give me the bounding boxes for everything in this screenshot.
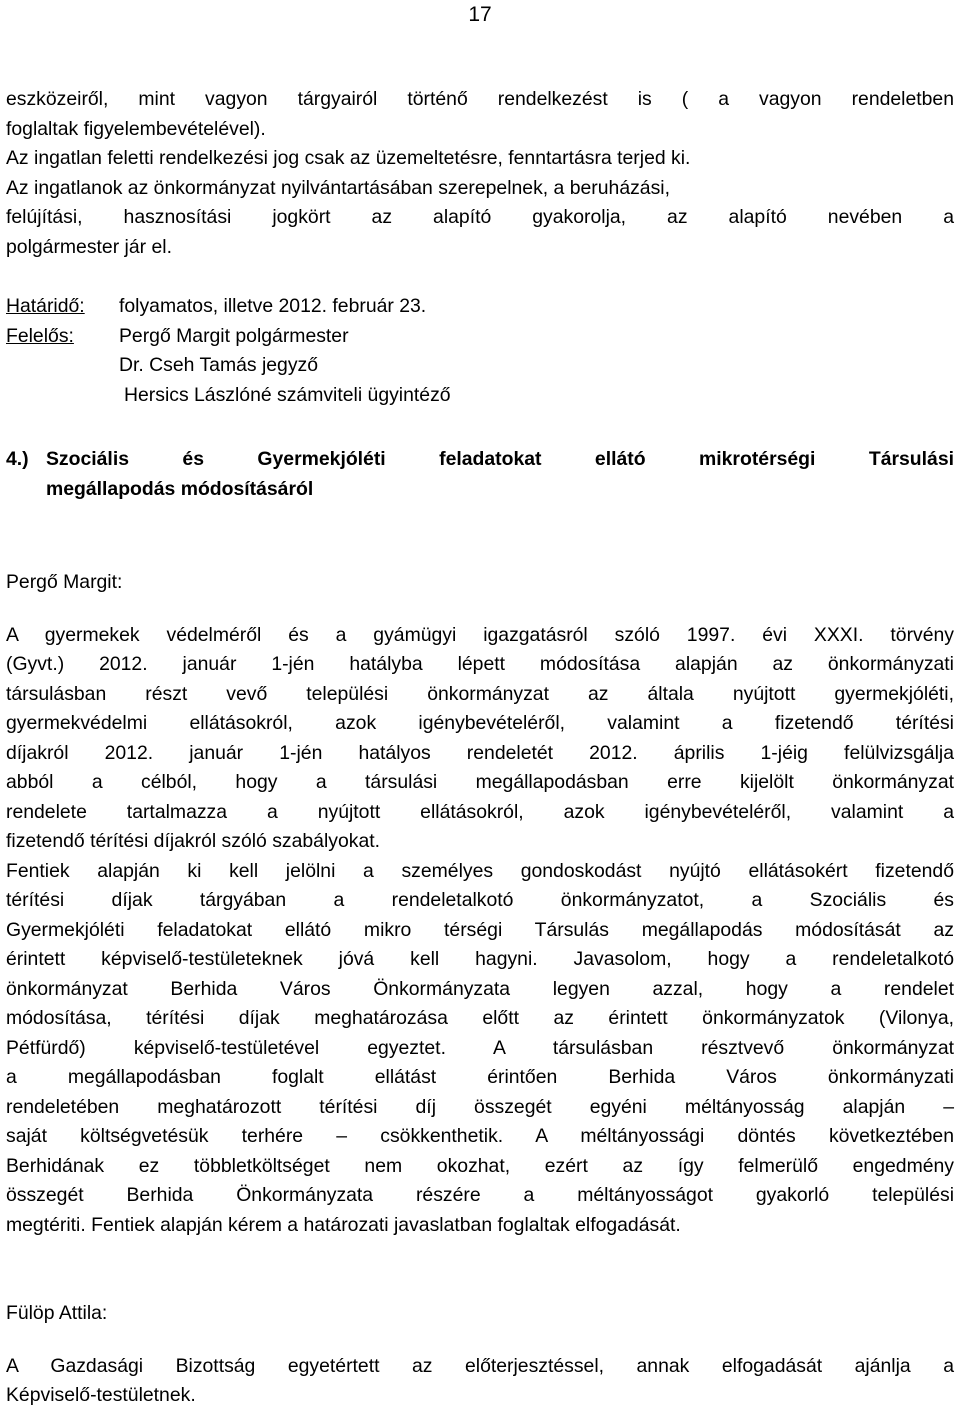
page-number: 17 xyxy=(468,3,492,26)
responsible-person: Pergő Margit polgármester xyxy=(119,324,349,347)
intro-paragraph xyxy=(6,85,954,262)
intro-line: felújítási, hasznosítási jogkört az alapító gyakorolja, az alapító nevében a xyxy=(6,206,954,228)
speaker-statement xyxy=(6,621,954,1241)
document-body xyxy=(6,85,954,1411)
statement-line: Fentiek alapján ki kell jelölni a személyes gondoskodást nyújtó ellátásokért fizetendő xyxy=(6,859,954,882)
section-title-line: megállapodás módosításáról xyxy=(46,477,314,500)
deadline-block xyxy=(6,292,954,410)
statement-line: rendeletében meghatározott térítési díj összegét egyéni méltányosság alapján – xyxy=(6,1095,954,1118)
intro-line: Az ingatlan feletti rendelkezési jog csak az üzemeltetésre, fenntartásra terjed ki. xyxy=(6,147,691,169)
intro-line: polgármester jár el. xyxy=(6,235,172,258)
statement-line: összegét Berhida Önkormányzata részére a méltányosságot gyakorló települési xyxy=(6,1184,954,1206)
statement-line: érintett képviselő-testületeknek jóvá kell hagyni. Javasolom, hogy a rendeletalkotó xyxy=(6,948,954,970)
statement-line: önkormányzat Berhida Város Önkormányzata legyen azzal, hogy a rendelet xyxy=(6,977,954,1000)
responsible-label: Felelős: xyxy=(6,324,74,347)
statement-line: A Gazdasági Bizottság egyetértett az előterjesztéssel, annak elfogadását ajánlja a xyxy=(6,1354,954,1377)
statement-line: A gyermekek védelméről és a gyámügyi igazgatásról szóló 1997. évi XXXI. törvény xyxy=(6,623,954,646)
speaker-statement xyxy=(6,1352,954,1411)
section-number: 4.) xyxy=(6,448,29,470)
statement-line: Gyermekjóléti feladatokat ellátó mikro térségi Társulás megállapodás módosítását az xyxy=(6,918,954,941)
statement-line: díjakról 2012. január 1-jén hatályos rendeletét 2012. április 1-jéig felülvizsgálja xyxy=(6,741,954,764)
statement-line: Pétfürdő) képviselő-testületével egyeztet. A társulásban résztvevő önkormányzat xyxy=(6,1036,954,1059)
statement-line: társulásban részt vevő települési önkormányzat az általa nyújtott gyermekjóléti, xyxy=(6,682,954,705)
statement-line: a megállapodásban foglalt ellátást érintően Berhida Város önkormányzati xyxy=(6,1066,954,1088)
deadline-value: folyamatos, illetve 2012. február 23. xyxy=(119,295,427,317)
intro-line: Az ingatlanok az önkormányzat nyilvántartásában szerepelnek, a beruházási, xyxy=(6,176,670,199)
statement-line: módosítása, térítési díjak meghatározása előtt az érintett önkormányzatok (Vilonya, xyxy=(6,1007,954,1029)
statement-line: rendelete tartalmazza a nyújtott ellátásokról, azok igénybevételéről, valamint a xyxy=(6,800,954,823)
speaker-name: Pergő Margit: xyxy=(6,571,123,593)
section-heading xyxy=(6,445,954,504)
statement-line: Berhidának ez többletköltséget nem okozhat, ezért az így felmerülő engedmény xyxy=(6,1154,954,1177)
statement-line: saját költségvetésük terhére – csökkenthetik. A méltányossági döntés következtében xyxy=(6,1125,954,1147)
intro-line: foglaltak figyelembevételével). xyxy=(6,117,266,140)
section-title-line: Szociális és Gyermekjóléti feladatokat ellátó mikrotérségi Társulási xyxy=(46,448,954,470)
responsible-person: Hersics Lászlóné számviteli ügyintéző xyxy=(124,383,451,406)
statement-line: fizetendő térítési díjakról szóló szabályokat. xyxy=(6,830,380,852)
statement-line: térítési díjak tárgyában a rendeletalkotó önkormányzatot, a Szociális és xyxy=(6,889,954,911)
statement-line: abból a célból, hogy a társulási megállapodásban erre kijelölt önkormányzat xyxy=(6,771,954,793)
statement-line: megtériti. Fentiek alapján kérem a határozati javaslatban foglaltak elfogadását. xyxy=(6,1213,681,1236)
statement-line: gyermekvédelmi ellátásokról, azok igénybevételéről, valamint a fizetendő térítési xyxy=(6,712,954,734)
responsible-row xyxy=(6,322,954,352)
deadline-label: Határidő: xyxy=(6,295,85,317)
statement-line: Képviselő-testületnek. xyxy=(6,1384,196,1406)
deadline-row xyxy=(6,292,954,322)
intro-line: eszközeiről, mint vagyon tárgyairól történő rendelkezést is ( a vagyon rendeletben xyxy=(6,88,954,110)
speaker-name: Fülöp Attila: xyxy=(6,1302,108,1324)
statement-line: (Gyvt.) 2012. január 1-jén hatályba lépett módosítása alapján az önkormányzati xyxy=(6,653,954,675)
responsible-person: Dr. Cseh Tamás jegyző xyxy=(119,354,319,376)
